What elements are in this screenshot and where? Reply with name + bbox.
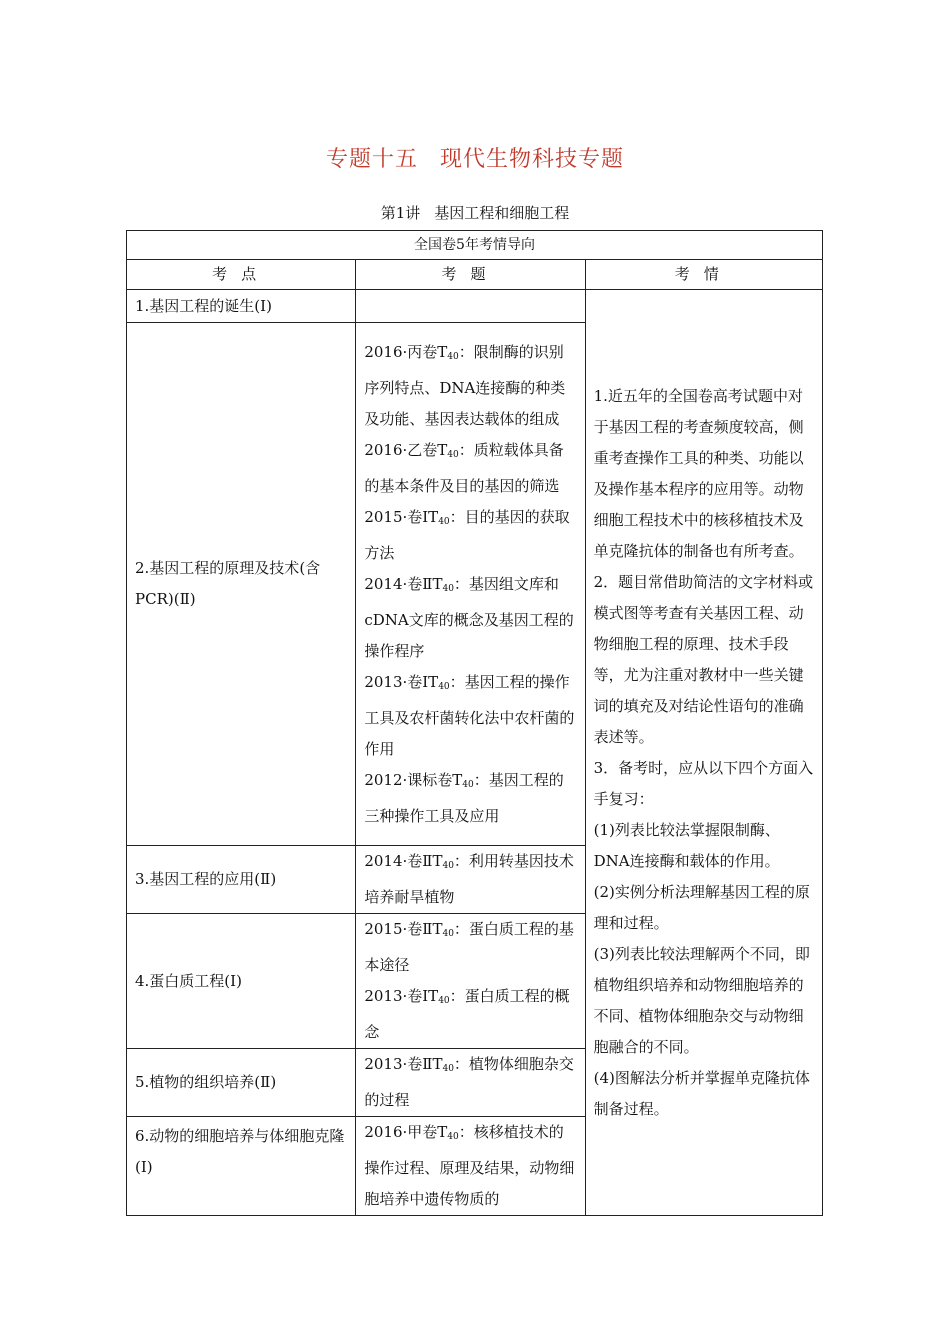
question-topic: ：植物体细胞杂交的过程 <box>364 1055 574 1109</box>
document-title-subject: 现代生物科技专题 <box>440 147 625 172</box>
situation-paragraph: (3)列表比较法理解两个不同，即植物组织培养和动物细胞培养的不同、植物体细胞杂交与动物细胞融合的不同。 <box>593 944 810 1056</box>
question-topic: ：质粒载体具备的基本条件及目的基因的筛选 <box>364 440 564 495</box>
exam-point-cell: 1.基因工程的诞生(Ⅰ) <box>127 290 356 323</box>
question-entry <box>364 1049 576 1116</box>
question-entry <box>364 765 576 832</box>
lecture-number: 第1讲 <box>380 204 421 222</box>
question-source: 2016·乙卷T <box>364 440 448 459</box>
table-row <box>127 290 823 323</box>
question-entry <box>364 667 576 765</box>
exam-question-cell <box>356 846 585 914</box>
question-entry <box>364 914 576 981</box>
exam-point-cell: 2.基因工程的原理及技术(含PCR)(Ⅱ) <box>127 323 356 846</box>
question-source: 2016·丙卷T <box>364 342 448 361</box>
situation-paragraph: (4)图解法分析并掌握单克隆抗体制备过程。 <box>593 1068 810 1118</box>
lecture-title <box>0 202 950 223</box>
table-caption-row <box>127 231 823 260</box>
question-entry <box>364 569 576 667</box>
question-entry <box>364 846 576 913</box>
exam-point-cell: 4.蛋白质工程(Ⅰ) <box>127 914 356 1049</box>
exam-question-cell <box>356 323 585 846</box>
question-topic: ：核移植技术的操作过程、原理及结果，动物细胞培养中遗传物质的 <box>364 1123 575 1208</box>
situation-paragraph: 2．题目常借助简洁的文字材料或模式图等考查有关基因工程、动物细胞工程的原理、技术手段等，尤为注重对教材中一些关键词的填充及对结论性语句的准确表述等。 <box>593 572 814 746</box>
lecture-name: 基因工程和细胞工程 <box>434 204 570 222</box>
question-topic: ：基因工程的三种操作工具及应用 <box>364 770 564 825</box>
header-exam-point: 考点 <box>127 260 356 290</box>
question-number: 40 <box>442 929 454 939</box>
question-entry <box>364 981 576 1048</box>
question-number: 40 <box>438 996 450 1006</box>
question-topic: ：利用转基因技术培养耐旱植物 <box>364 852 574 906</box>
exam-question-cell <box>356 1117 585 1216</box>
question-number: 40 <box>442 861 454 871</box>
question-topic: ：基因工程的操作工具及农杆菌转化法中农杆菌的作用 <box>364 672 575 758</box>
situation-paragraph: 3．备考时，应从以下四个方面入手复习： <box>593 758 814 808</box>
question-number: 40 <box>447 1132 459 1142</box>
question-number: 40 <box>447 351 459 362</box>
question-number: 40 <box>438 516 450 527</box>
question-source: 2012·课标卷T <box>364 770 463 789</box>
question-number: 40 <box>442 583 454 594</box>
question-source: 2015·卷ⅡT <box>364 920 443 938</box>
question-topic: ：限制酶的识别序列特点、DNA连接酶的种类及功能、基因表达载体的组成 <box>364 342 566 428</box>
question-topic: ：基因组文库和cDNA文库的概念及基因工程的操作程序 <box>364 574 574 660</box>
exam-point-cell: 5.植物的组织培养(Ⅱ) <box>127 1049 356 1117</box>
question-entry <box>364 502 576 569</box>
question-number: 40 <box>442 1064 454 1074</box>
question-source: 2013·卷ⅠT <box>364 987 439 1005</box>
question-source: 2014·卷ⅡT <box>364 852 443 870</box>
document-title-topic: 专题十五 <box>325 147 418 172</box>
question-number: 40 <box>438 681 450 692</box>
question-entry <box>364 435 576 502</box>
question-number: 40 <box>462 779 474 790</box>
document-title <box>0 142 950 173</box>
exam-question-cell <box>356 1049 585 1117</box>
question-topic: ：蛋白质工程的概念 <box>364 987 570 1041</box>
table-caption: 全国卷5年考情导向 <box>127 231 823 260</box>
question-topic: ：目的基因的获取方法 <box>364 507 570 562</box>
situation-paragraph: (2)实例分析法理解基因工程的原理和过程。 <box>593 882 810 932</box>
question-source: 2015·卷ⅠT <box>364 507 439 526</box>
exam-point-cell: 6.动物的细胞培养与体细胞克隆(Ⅰ) <box>127 1117 356 1216</box>
header-exam-situation: 考情 <box>585 260 822 290</box>
exam-point-cell: 3.基因工程的应用(Ⅱ) <box>127 846 356 914</box>
situation-paragraph: (1)列表比较法掌握限制酶、DNA连接酶和载体的作用。 <box>593 820 780 870</box>
exam-guide-table <box>126 230 823 1216</box>
question-entry <box>364 1117 576 1215</box>
question-source: 2013·卷ⅡT <box>364 1055 443 1073</box>
exam-question-cell <box>356 290 585 323</box>
exam-situation-cell <box>585 290 822 1216</box>
question-topic: ：蛋白质工程的基本途径 <box>364 920 574 974</box>
exam-question-cell <box>356 914 585 1049</box>
table-header-row <box>127 260 823 290</box>
question-source: 2014·卷ⅡT <box>364 574 443 593</box>
question-number: 40 <box>447 449 459 460</box>
question-source: 2013·卷ⅠT <box>364 672 439 691</box>
question-entry <box>364 337 576 435</box>
header-exam-question: 考题 <box>356 260 585 290</box>
question-source: 2016·甲卷T <box>364 1123 448 1141</box>
situation-paragraph: 1.近五年的全国卷高考试题中对于基因工程的考查频度较高，侧重考查操作工具的种类、功能以及操作基本程序的应用等。动物细胞工程技术中的核移植技术及单克隆抗体的制备也有所考查。 <box>593 386 804 560</box>
